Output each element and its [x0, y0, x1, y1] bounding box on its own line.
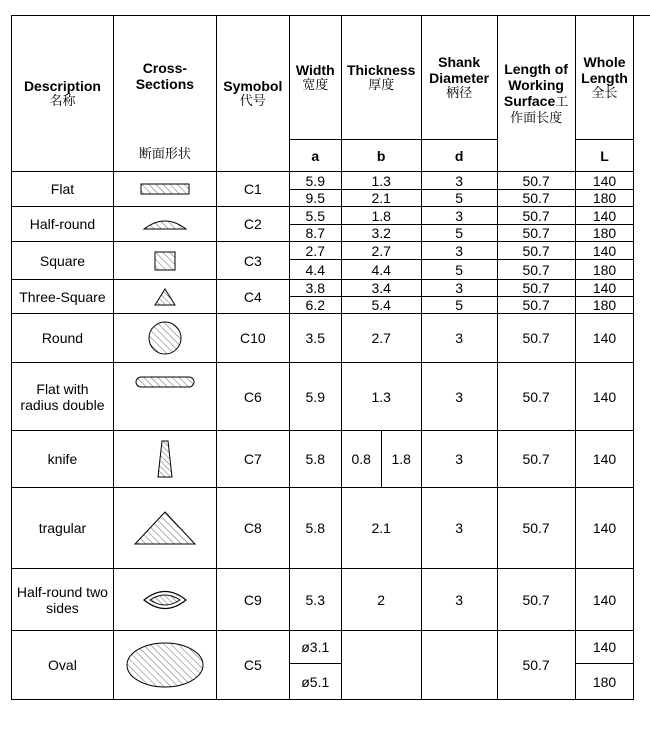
row-description: Flat with radius double	[12, 363, 114, 431]
half-round-icon	[113, 207, 216, 242]
table-row: Half-round two sides C9 5.3 2 3 50.7 140	[12, 569, 650, 631]
row-description: Round	[12, 314, 114, 363]
table-row: tragular C8 5.8 2.1 3 50.7 140	[12, 488, 650, 569]
row-description: Three-Square	[12, 280, 114, 314]
table-row: Round C10 3.5 2.7 3 50.7 140	[12, 314, 650, 363]
header-width: Width 宽度	[289, 16, 341, 140]
header-length-symbol: L	[575, 140, 634, 172]
row-description: tragular	[12, 488, 114, 569]
rounded-flat-icon	[113, 363, 216, 431]
row-description: knife	[12, 431, 114, 488]
triangle-icon	[113, 280, 216, 314]
header-width-symbol: a	[289, 140, 341, 172]
header-working-surface: Length of Working Surface工 作面长度	[497, 16, 575, 172]
row-description: Square	[12, 242, 114, 280]
table-row: knife C7 5.8 0.8 1.8 3 50.7 140	[12, 431, 650, 488]
header-shank-diameter: Shank Diameter 柄径	[421, 16, 497, 140]
header-description: Description 名称	[12, 16, 114, 172]
double-half-round-icon	[113, 569, 216, 631]
oval-icon	[113, 631, 216, 700]
table-row: Three-Square C4 3.8 3.4 3 50.7 140	[12, 280, 650, 297]
header-cross-sections: Cross- Sections	[113, 16, 216, 140]
circle-icon	[113, 314, 216, 363]
large-triangle-icon	[113, 488, 216, 569]
table-row: Flat with radius double C6 5.9 1.3 3 50.7 140	[12, 363, 650, 431]
header-thickness-symbol: b	[341, 140, 421, 172]
flat-rectangle-icon	[113, 172, 216, 207]
table-row: Half-round C2 5.5 1.8 3 50.7 140	[12, 207, 650, 225]
header-thickness: Thickness 厚度	[341, 16, 421, 140]
header-symbol: Symobol 代号	[216, 16, 289, 172]
header-whole-length: Whole Length 全长	[575, 16, 634, 140]
table-row: Square C3 2.7 2.7 3 50.7 140	[12, 242, 650, 260]
square-icon	[113, 242, 216, 280]
header-cross-sections-cn: 断面形状	[113, 140, 216, 172]
row-description: Half-round two sides	[12, 569, 114, 631]
row-description: Oval	[12, 631, 114, 700]
knife-trapezoid-icon	[113, 431, 216, 488]
table-row: Flat C1 5.9 1.3 3 50.7 140	[12, 172, 650, 190]
table-row: Oval C5 ø3.1 50.7 140	[12, 631, 650, 664]
row-description: Flat	[12, 172, 114, 207]
header-shank-symbol: d	[421, 140, 497, 172]
row-description: Half-round	[12, 207, 114, 242]
file-spec-table: Description 名称 Cross- Sections Symobol 代号 Width 宽度 Thickness 厚度 Shank Diameter 柄径 Length of Working Surface工 作面长度 Whole Length 全长 断面形状 a b d L Flat C1 5.9 1.3 3 50.7 140 9.5 2.1 5 50.7 180 Half-round C2 5.5 1.8 3 50.7 140 8.7 3.2 5 50.7 180 Square C3 2.7 2.7 3 50.7 140 4.4 4.4 5 50.7 180 Three-Square C4 3.8 3.4 3 50.7 140 6.2 5.4 5 50.7 180 Round C10 3.5 2.7 3 50.7 140 Flat with radius double C6 5.9 1.3 3 50.7 140 knife C7 5.8 0.8 1.8 3 50.7 140 tragular C8 5.8 2.1 3 50.7 140 Half-round two sides C9 5.3 2 3 50.7 140 Oval C5 ø3.1 50.7 140 ø5.1 180	[11, 15, 650, 700]
